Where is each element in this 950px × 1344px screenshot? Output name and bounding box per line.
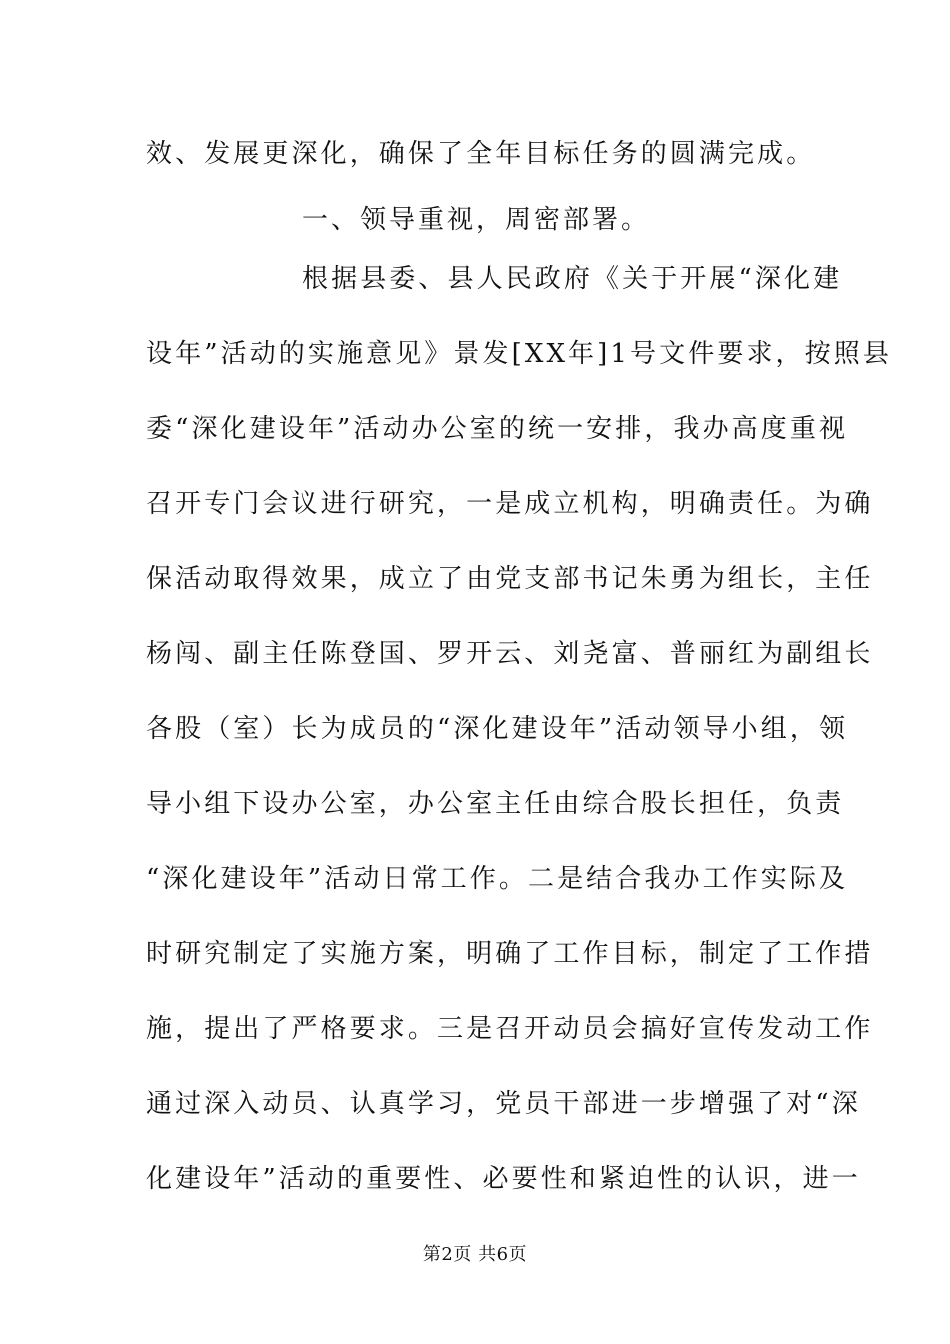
body-text-line: “深化建设年”活动日常工作。二是结合我办工作实际及 [146, 864, 849, 894]
section-heading: 一、领导重视，周密部署。 [302, 205, 651, 235]
body-text-line: 根据县委、县人民政府《关于开展“深化建 [302, 264, 843, 294]
body-text-line: 委“深化建设年”活动办公室的统一安排，我办高度重视 [146, 414, 849, 444]
body-text-line: 各股（室）长为成员的“深化建设年”活动领导小组，领 [146, 714, 849, 744]
body-text-line: 效、发展更深化，确保了全年目标任务的圆满完成。 [146, 139, 816, 169]
body-text-line: 召开专门会议进行研究，一是成立机构，明确责任。为确 [146, 489, 874, 519]
body-text-line: 施，提出了严格要求。三是召开动员会搞好宣传发动工作 [146, 1014, 874, 1044]
body-text-line: 导小组下设办公室，办公室主任由综合股长担任，负责 [146, 789, 845, 819]
body-text-line: 化建设年”活动的重要性、必要性和紧迫性的认识，进一 [146, 1164, 861, 1194]
page-number-footer: 第2页 共6页 [422, 1244, 528, 1265]
body-text-line: 通过深入动员、认真学习，党员干部进一步增强了对“深 [146, 1089, 861, 1119]
body-text-line: 设年”活动的实施意见》景发[XX年]1号文件要求，按照县 [146, 339, 892, 369]
body-text-line: 保活动取得效果，成立了由党支部书记朱勇为组长，主任 [146, 564, 874, 594]
body-text-line: 杨闯、副主任陈登国、罗开云、刘尧富、普丽红为副组长 [146, 639, 874, 669]
body-text-line: 时研究制定了实施方案，明确了工作目标，制定了工作措 [146, 939, 874, 969]
